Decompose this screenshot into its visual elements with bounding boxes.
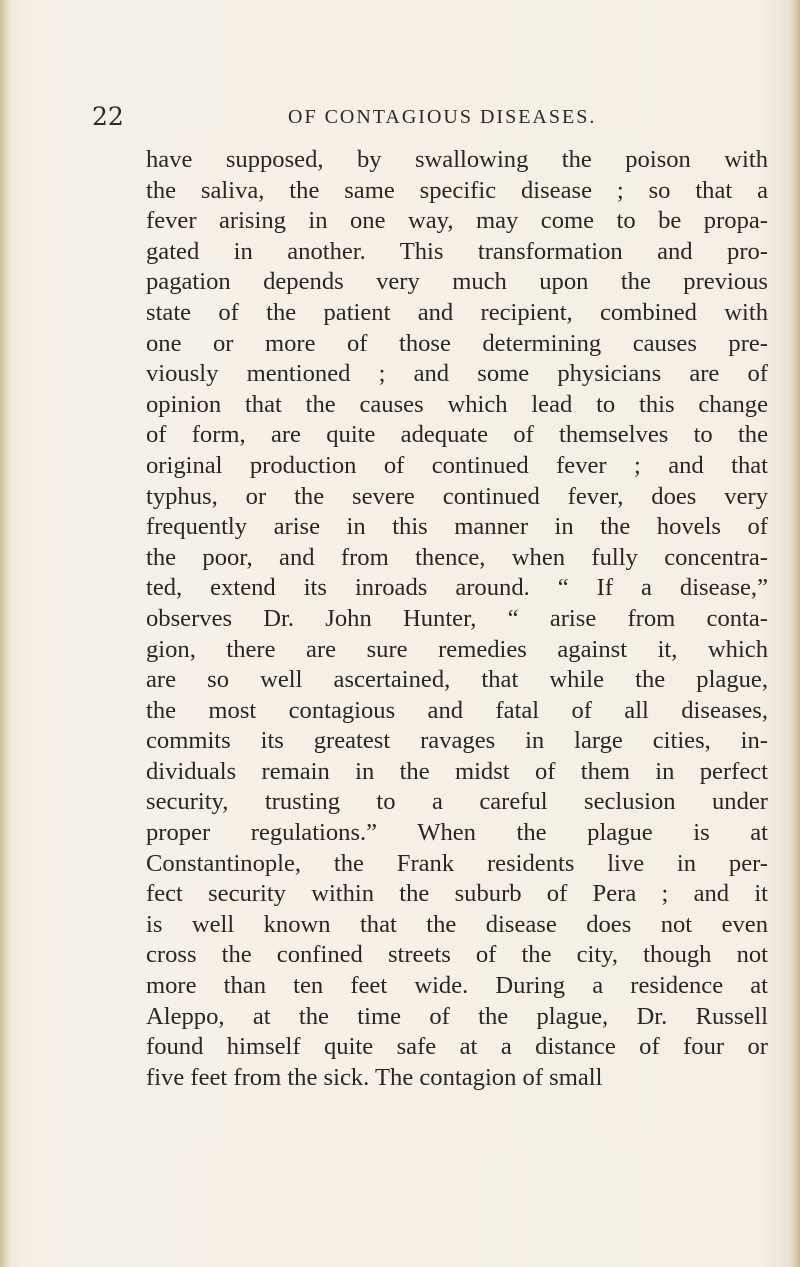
text-line: one or more of those determining causes pre- (146, 329, 768, 357)
text-line: typhus, or the severe continued fever, does very (146, 482, 768, 510)
text-line: viously mentioned ; and some physicians are of (146, 360, 768, 388)
text-line: is well known that the disease does not even (146, 910, 768, 938)
text-line: have supposed, by swallowing the poison with (146, 146, 768, 173)
text-line: ted, extend its inroads around. “ If a disease,” (146, 574, 768, 602)
text-line: are so well ascertained, that while the plague, (146, 666, 768, 694)
text-line: found himself quite safe at a distance of four or (146, 1033, 768, 1061)
text-line: opinion that the causes which lead to this change (146, 390, 768, 418)
text-line: frequently arise in this manner in the hovels of (146, 513, 768, 541)
text-line: gion, there are sure remedies against it, which (146, 635, 768, 663)
text-line: more than ten feet wide. During a residence at (146, 972, 768, 1000)
text-line: cross the confined streets of the city, though not (146, 941, 768, 969)
page-header (92, 102, 712, 134)
text-line: pagation depends very much upon the previous (146, 268, 768, 296)
text-line: of form, are quite adequate of themselves to the (146, 421, 768, 449)
text-line: state of the patient and recipient, combined with (146, 298, 768, 326)
text-line: the most contagious and fatal of all diseases, (146, 696, 768, 724)
text-line: original production of continued fever ; and that (146, 451, 768, 479)
page-edge-right (790, 0, 800, 1267)
text-line: gated in another. This transformation and pro- (146, 237, 768, 265)
text-line: Constantinople, the Frank residents live in per- (146, 849, 768, 877)
text-line: the poor, and from thence, when fully concentra- (146, 543, 768, 571)
text-line: security, trusting to a careful seclusion under (146, 788, 768, 816)
body-text (146, 145, 768, 1093)
page-number: 22 (92, 102, 124, 131)
text-line: fever arising in one way, may come to be propa- (146, 207, 768, 235)
page-edge-left (0, 0, 10, 1267)
text-line: dividuals remain in the midst of them in perfect (146, 757, 768, 785)
text-line: commits its greatest ravages in large cities, in- (146, 727, 768, 755)
text-line: five feet from the sick. The contagion of small (146, 1063, 603, 1091)
text-line: observes Dr. John Hunter, “ arise from conta- (146, 604, 768, 632)
text-line: proper regulations.” When the plague is at (146, 819, 768, 847)
text-line: the saliva, the same specific disease ; so that a (146, 176, 768, 204)
running-head: OF CONTAGIOUS DISEASES. (288, 106, 597, 128)
text-line: Aleppo, at the time of the plague, Dr. Russell (146, 1002, 768, 1030)
text-line: fect security within the suburb of Pera ; and it (146, 880, 768, 908)
